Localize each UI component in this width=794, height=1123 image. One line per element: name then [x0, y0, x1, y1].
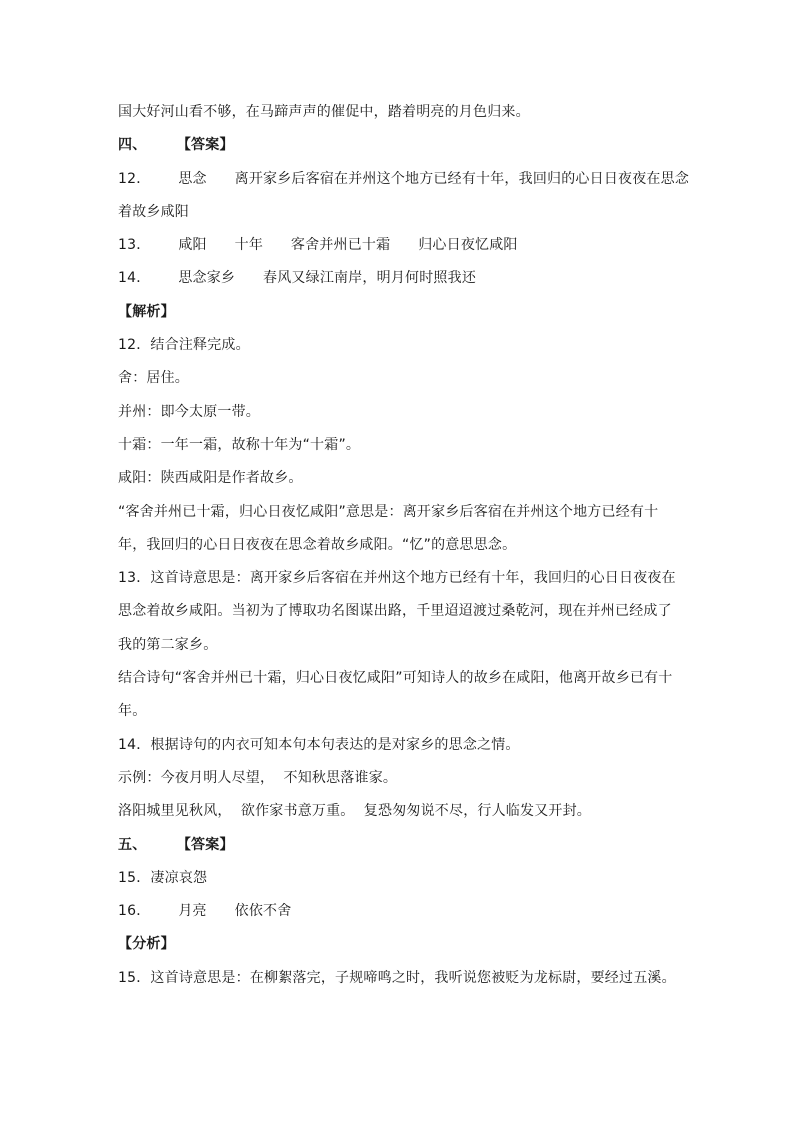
text-line: 14．根据诗句的内衣可知本句本句表达的是对家乡的思念之情。 [118, 736, 520, 753]
text-line: 年，我回归的心日日夜夜在思念着故乡咸阳。“忆”的意思思念。 [118, 536, 517, 553]
text-line: “客舍并州已十霜，归心日夜忆咸阳”意思是：离开家乡后客宿在并州这个地方已经有十 [118, 503, 659, 520]
text-line: 国大好河山看不够，在马蹄声声的催促中，踏着明亮的月色归来。 [118, 104, 530, 120]
analysis-heading: 【分析】 [118, 936, 175, 953]
section-heading: 四、 【答案】 [118, 137, 234, 154]
text-line: 并州：即今太原一带。 [118, 403, 260, 420]
section-heading: 五、 【答案】 [118, 836, 234, 853]
text-line: 示例：今夜月明人尽望， 不知秋思落谁家。 [118, 769, 398, 786]
text-line: 我的第二家乡。 [118, 636, 218, 653]
text-line: 结合诗句“客舍并州已十霜，归心日夜忆咸阳”可知诗人的故乡在咸阳，他离开故乡已有十 [118, 670, 673, 687]
text-line: 12．结合注释完成。 [118, 337, 250, 354]
text-line: 咸阳：陕西咸阳是作者故乡。 [118, 470, 303, 487]
answer-line: 15．凄凉哀怨 [118, 869, 208, 886]
answer-line: 13． 咸阳 十年 客舍并州已十霜 归心日夜忆咸阳 [118, 237, 518, 254]
answer-line: 着故乡咸阳 [118, 203, 189, 220]
document-page [118, 96, 690, 995]
analysis-heading: 【解析】 [118, 303, 175, 320]
answer-line: 14． 思念家乡 春风又绿江南岸，明月何时照我还 [118, 270, 477, 287]
text-line: 十霜：一年一霜，故称十年为“十霜”。 [118, 436, 361, 453]
text-line: 洛阳城里见秋风， 欲作家书意万重。 复恐匆匆说不尽，行人临发又开封。 [118, 803, 591, 820]
answer-line: 12． 思念 离开家乡后客宿在并州这个地方已经有十年，我回归的心日日夜夜在思念 [118, 170, 690, 187]
text-line: 思念着故乡咸阳。当初为了博取功名图谋出路，千里迢迢渡过桑乾河，现在并州已经成了 [118, 603, 672, 620]
text-line: 年。 [118, 703, 147, 720]
text-line: 15．这首诗意思是：在柳絮落完，子规啼鸣之时，我听说您被贬为龙标尉，要经过五溪。 [118, 969, 676, 986]
answer-line: 16． 月亮 依依不舍 [118, 903, 292, 920]
text-line: 13．这首诗意思是：离开家乡后客宿在并州这个地方已经有十年，我回归的心日日夜夜在 [118, 570, 676, 587]
text-line: 舍：居住。 [118, 370, 189, 387]
